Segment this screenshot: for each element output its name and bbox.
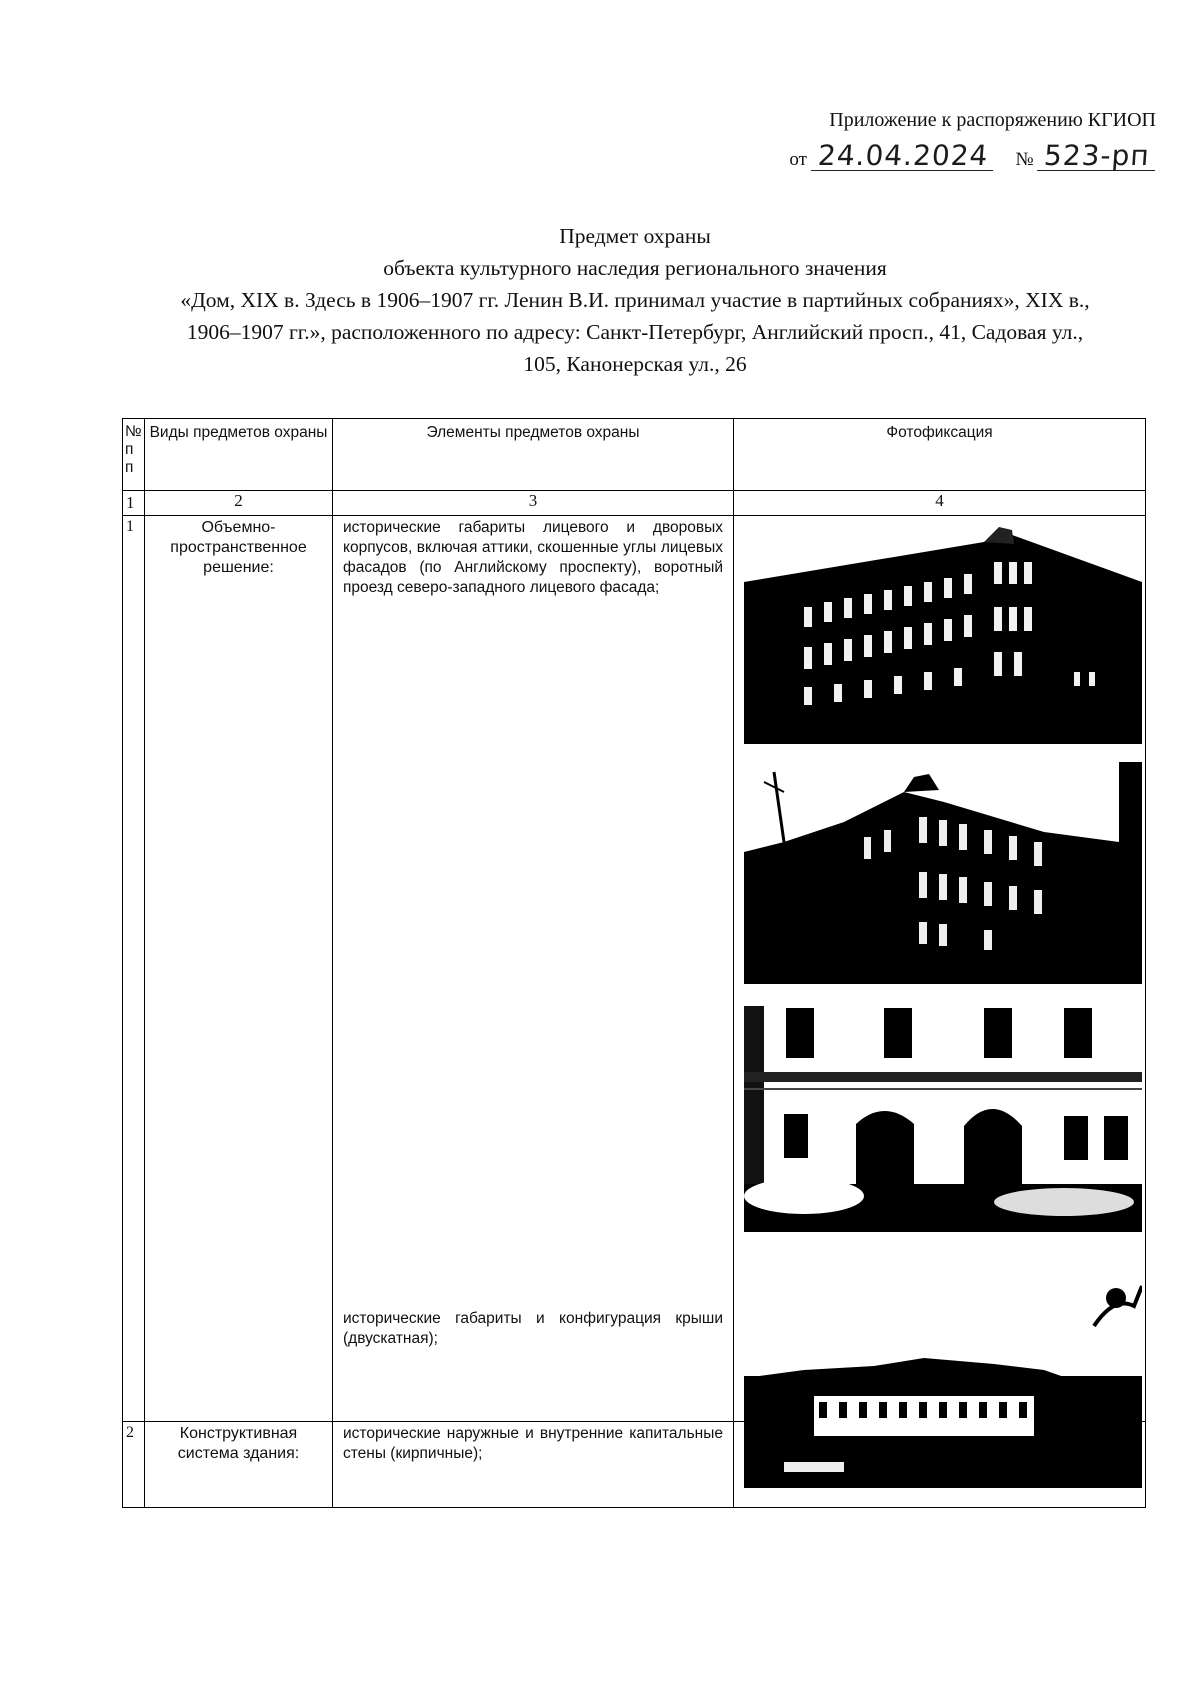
row-1-element-2: исторические габариты и конфигурация крыши (двускатная);	[343, 1310, 723, 1347]
row-1-elements	[333, 516, 734, 1422]
title-line-5: 105, Канонерская ул., 26	[523, 352, 747, 376]
header-photo: Фотофиксация	[734, 419, 1146, 491]
gateway-facade-photo	[744, 1006, 1142, 1232]
title-line-3: «Дом, XIX в. Здесь в 1906–1907 гг. Ленин В.И. принимал участие в партийных собраниях», XIX в.,	[180, 288, 1090, 312]
annex-heading: Приложение к распоряжению КГИОП	[829, 109, 1156, 131]
index-1: 1	[123, 491, 145, 516]
header-number	[123, 419, 145, 491]
building-corner-photo-2	[744, 762, 1142, 984]
row-2-number: 2	[123, 1422, 145, 1508]
roof-view-photo	[744, 1266, 1142, 1488]
header-no-p1: п	[125, 441, 134, 458]
title-line-1: Предмет охраны	[559, 224, 711, 248]
header-no-p2: п	[125, 459, 134, 476]
row-1-kind: Объемно-пространственное решение:	[145, 516, 333, 1422]
annex-block	[789, 108, 1156, 171]
header-no-symbol: №	[125, 423, 142, 440]
index-4: 4	[734, 491, 1146, 516]
row-1-number: 1	[123, 516, 145, 1422]
document-title	[110, 220, 1160, 380]
table-row	[123, 516, 1146, 1422]
row-2-kind: Конструктивная система здания:	[145, 1422, 333, 1508]
header-kind: Виды предметов охраны	[145, 419, 333, 491]
column-index-row	[123, 491, 1146, 516]
row-2-elements	[333, 1422, 734, 1508]
from-label: от	[789, 149, 807, 170]
annex-date-number	[789, 139, 1156, 172]
number-label: №	[1015, 149, 1034, 170]
row-2-element-1: исторические наружные и внутренние капитальные стены (кирпичные);	[343, 1425, 723, 1462]
handwritten-number: 523-рп	[1037, 142, 1157, 171]
title-line-2: объекта культурного наследия регионального значения	[383, 256, 887, 280]
index-3: 3	[333, 491, 734, 516]
protection-table	[122, 418, 1146, 1508]
header-elements: Элементы предметов охраны	[333, 419, 734, 491]
row-1-element-1: исторические габариты лицевого и дворовых корпусов, включая аттики, скошенные углы лицевых фасадов (по Английскому проспекту), воротный проезд северо-западного лицевого фасада;	[343, 519, 723, 596]
title-line-4: 1906–1907 гг.», расположенного по адресу: Санкт-Петербург, Английский просп., 41, Садовая ул.,	[186, 320, 1084, 344]
row-1-photos	[734, 516, 1146, 1422]
building-corner-photo	[744, 522, 1142, 744]
index-2: 2	[145, 491, 333, 516]
table-header-row	[123, 419, 1146, 491]
handwritten-date: 24.04.2024	[811, 142, 995, 171]
